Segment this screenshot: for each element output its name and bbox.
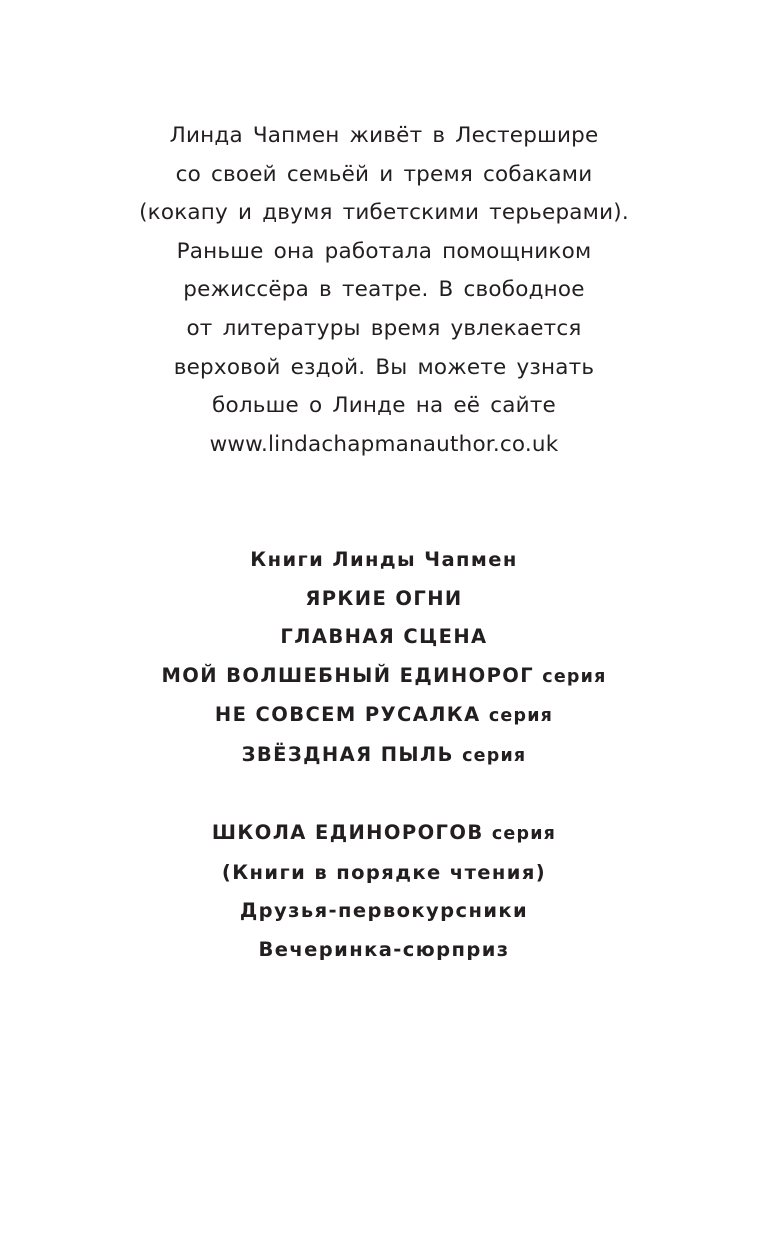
book-series: [0, 657, 768, 697]
series-book-entry: Вечеринка-сюрприз: [258, 937, 510, 961]
series-label: серия: [462, 745, 527, 766]
series-label: серия: [488, 706, 554, 727]
book-series: [0, 736, 768, 776]
bio-line: больше о Линде на её сайте: [212, 393, 556, 419]
author-bio: [0, 117, 768, 464]
books-list: [0, 541, 768, 970]
book-series-title: ЗВЁЗДНАЯ ПЫЛЬ: [241, 742, 454, 766]
series-label: серия: [542, 666, 607, 687]
bio-line: (кокапу и двумя тибетскими терьерами).: [139, 200, 629, 226]
author-website-url: www.lindachapmanauthor.co.uk: [209, 431, 559, 457]
series-label: серия: [491, 824, 557, 845]
series-book-entry: Друзья-первокурсники: [239, 899, 529, 923]
bio-line: со своей семьёй и тремя собаками: [175, 161, 593, 187]
book-series-title: НЕ СОВСЕМ РУСАЛКА: [214, 703, 481, 727]
reading-order-note: (Книги в порядке чтения): [221, 860, 547, 884]
bio-line: от литературы время увлекается: [186, 315, 582, 341]
book-title: [0, 618, 768, 657]
book-title-text: ЯРКИЕ ОГНИ: [305, 586, 463, 610]
bio-line: Раньше она работала помощником: [176, 238, 592, 264]
bio-line: Линда Чапмен живёт в Лестершире: [169, 123, 599, 148]
book-title: [0, 580, 768, 619]
section-spacer: [0, 776, 768, 815]
books-heading: Книги Линды Чапмен: [250, 548, 518, 571]
book-title-text: ГЛАВНАЯ СЦЕНА: [280, 625, 488, 649]
school-series-title: [0, 814, 768, 854]
book-series-title: ШКОЛА ЕДИНОРОГОВ: [211, 821, 484, 845]
bio-line: верховой ездой. Вы можете узнать: [173, 354, 595, 380]
bio-line: режиссёра в театре. В свободное: [183, 277, 585, 303]
book-series: [0, 696, 768, 736]
book-series-title: МОЙ ВОЛШЕБНЫЙ ЕДИНОРОГ: [161, 663, 535, 687]
